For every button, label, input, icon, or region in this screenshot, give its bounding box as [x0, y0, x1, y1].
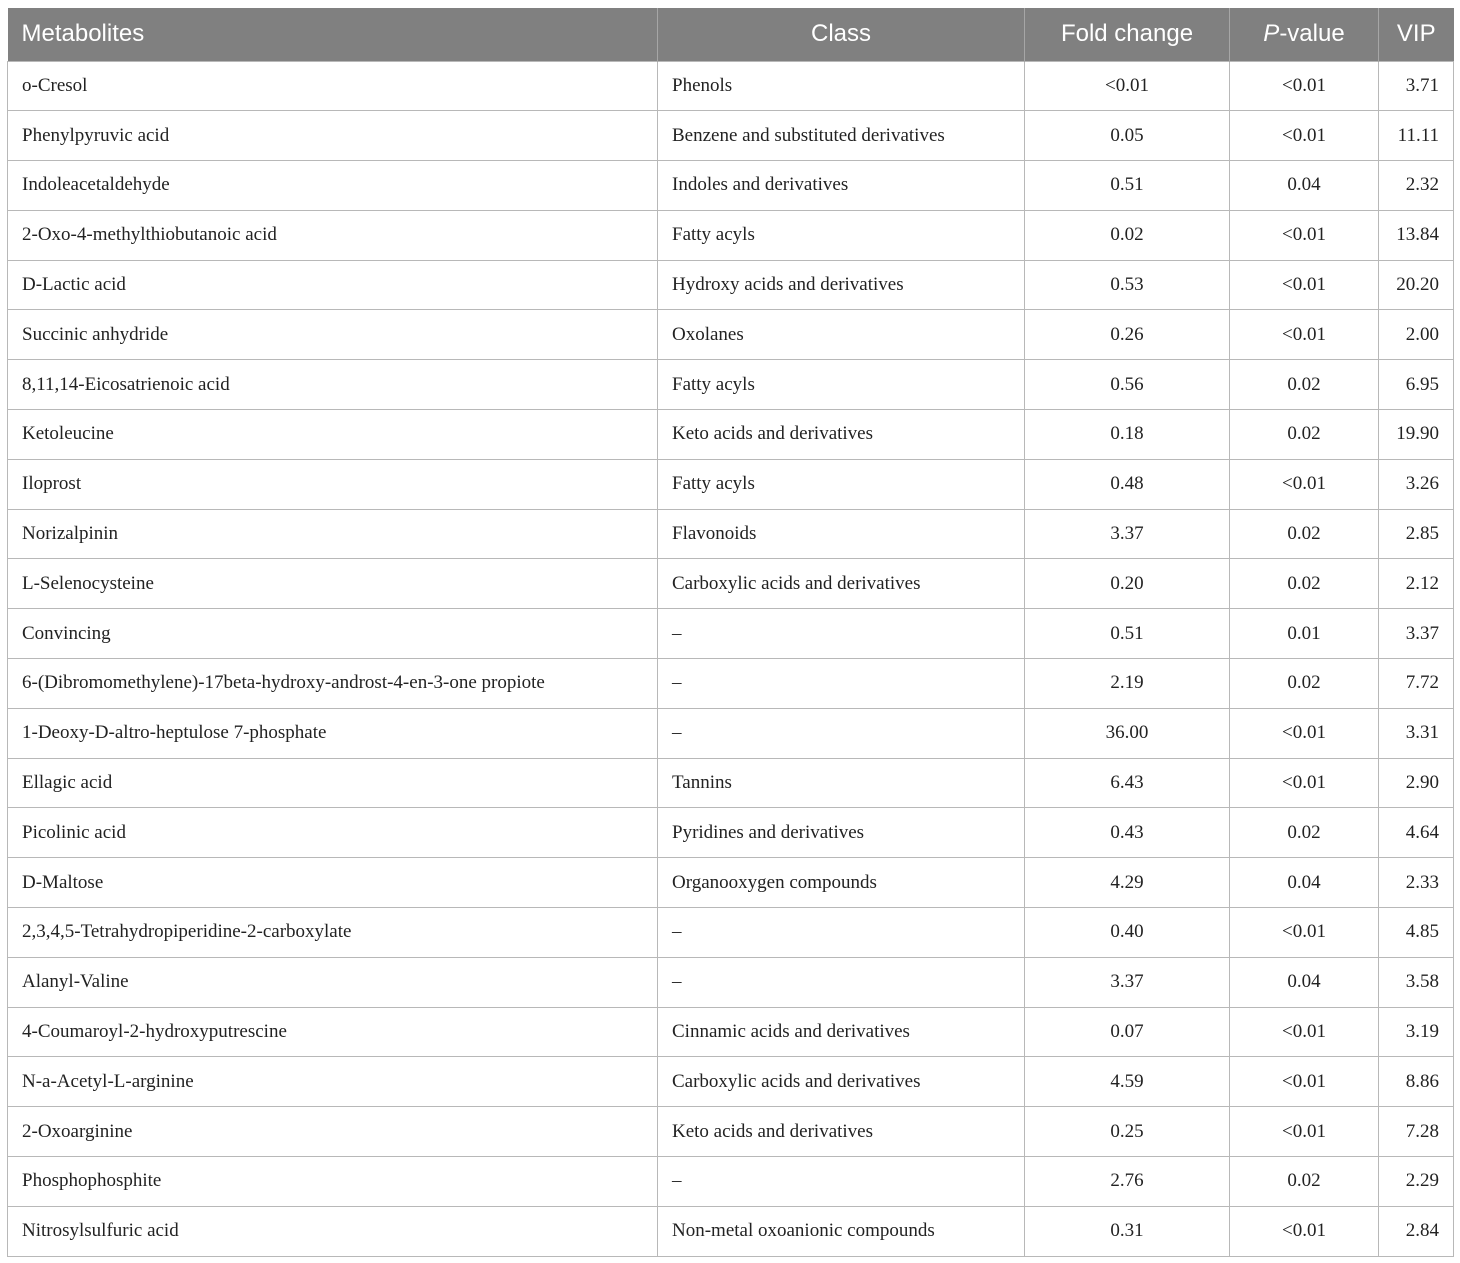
- cell-p-value: <0.01: [1230, 908, 1379, 958]
- cell-class: –: [658, 708, 1025, 758]
- cell-class: Indoles and derivatives: [658, 161, 1025, 211]
- cell-fold-change: 0.43: [1025, 808, 1230, 858]
- cell-metabolite: 4-Coumaroyl-2-hydroxyputrescine: [8, 1007, 658, 1057]
- cell-class: Non-metal oxoanionic compounds: [658, 1206, 1025, 1256]
- cell-fold-change: 3.37: [1025, 509, 1230, 559]
- cell-metabolite: Phosphophosphite: [8, 1157, 658, 1207]
- cell-vip: 13.84: [1379, 210, 1454, 260]
- header-metabolites: Metabolites: [8, 8, 658, 61]
- header-p-rest: -value: [1279, 20, 1345, 48]
- header-fold-change: Fold change: [1025, 8, 1230, 61]
- cell-p-value: <0.01: [1230, 1007, 1379, 1057]
- table-row: [8, 908, 1454, 958]
- cell-class: Benzene and substituted derivatives: [658, 111, 1025, 161]
- table-row: [8, 161, 1454, 211]
- cell-vip: 2.33: [1379, 858, 1454, 908]
- cell-p-value: <0.01: [1230, 708, 1379, 758]
- cell-class: Fatty acyls: [658, 210, 1025, 260]
- cell-p-value: <0.01: [1230, 1057, 1379, 1107]
- cell-p-value: 0.02: [1230, 808, 1379, 858]
- cell-fold-change: 0.20: [1025, 559, 1230, 609]
- cell-p-value: 0.04: [1230, 858, 1379, 908]
- cell-vip: 8.86: [1379, 1057, 1454, 1107]
- cell-class: –: [658, 957, 1025, 1007]
- cell-fold-change: 2.19: [1025, 659, 1230, 709]
- cell-p-value: <0.01: [1230, 310, 1379, 360]
- cell-class: –: [658, 908, 1025, 958]
- cell-p-value: <0.01: [1230, 1107, 1379, 1157]
- cell-vip: 2.85: [1379, 509, 1454, 559]
- table-row: [8, 210, 1454, 260]
- table-row: [8, 858, 1454, 908]
- cell-vip: 7.28: [1379, 1107, 1454, 1157]
- header-class: Class: [658, 8, 1025, 61]
- cell-p-value: <0.01: [1230, 758, 1379, 808]
- cell-metabolite: Norizalpinin: [8, 509, 658, 559]
- cell-class: Organooxygen compounds: [658, 858, 1025, 908]
- cell-vip: 11.11: [1379, 111, 1454, 161]
- metabolites-table: [7, 8, 1454, 1257]
- cell-metabolite: D-Lactic acid: [8, 260, 658, 310]
- cell-vip: 2.12: [1379, 559, 1454, 609]
- cell-fold-change: 6.43: [1025, 758, 1230, 808]
- table-row: [8, 559, 1454, 609]
- table-row: [8, 1206, 1454, 1256]
- cell-metabolite: Convincing: [8, 609, 658, 659]
- cell-vip: 3.71: [1379, 61, 1454, 111]
- cell-metabolite: o-Cresol: [8, 61, 658, 111]
- cell-metabolite: 8,11,14-Eicosatrienoic acid: [8, 360, 658, 410]
- cell-metabolite: 2,3,4,5-Tetrahydropiperidine-2-carboxylate: [8, 908, 658, 958]
- cell-p-value: <0.01: [1230, 61, 1379, 111]
- cell-fold-change: 0.05: [1025, 111, 1230, 161]
- cell-p-value: 0.02: [1230, 410, 1379, 460]
- cell-p-value: 0.04: [1230, 957, 1379, 1007]
- table-header-row: [8, 8, 1454, 61]
- cell-fold-change: 0.07: [1025, 1007, 1230, 1057]
- table-body: [8, 61, 1454, 1256]
- cell-class: Hydroxy acids and derivatives: [658, 260, 1025, 310]
- cell-class: Carboxylic acids and derivatives: [658, 559, 1025, 609]
- cell-metabolite: Nitrosylsulfuric acid: [8, 1206, 658, 1256]
- cell-vip: 2.32: [1379, 161, 1454, 211]
- cell-metabolite: Succinic anhydride: [8, 310, 658, 360]
- cell-fold-change: 0.53: [1025, 260, 1230, 310]
- cell-fold-change: 3.37: [1025, 957, 1230, 1007]
- cell-class: Flavonoids: [658, 509, 1025, 559]
- cell-vip: 4.85: [1379, 908, 1454, 958]
- header-p-value: [1230, 8, 1379, 61]
- cell-metabolite: 6-(Dibromomethylene)-17beta-hydroxy-androst-4-en-3-one propiote: [8, 659, 658, 709]
- cell-metabolite: Alanyl-Valine: [8, 957, 658, 1007]
- table-row: [8, 957, 1454, 1007]
- cell-fold-change: 0.48: [1025, 459, 1230, 509]
- cell-fold-change: 0.02: [1025, 210, 1230, 260]
- cell-fold-change: 0.56: [1025, 360, 1230, 410]
- cell-p-value: 0.04: [1230, 161, 1379, 211]
- table-row: [8, 1157, 1454, 1207]
- cell-class: Fatty acyls: [658, 459, 1025, 509]
- cell-vip: 3.31: [1379, 708, 1454, 758]
- cell-class: Tannins: [658, 758, 1025, 808]
- table-row: [8, 260, 1454, 310]
- cell-class: Cinnamic acids and derivatives: [658, 1007, 1025, 1057]
- cell-vip: 20.20: [1379, 260, 1454, 310]
- cell-class: Pyridines and derivatives: [658, 808, 1025, 858]
- cell-class: Fatty acyls: [658, 360, 1025, 410]
- cell-fold-change: 36.00: [1025, 708, 1230, 758]
- cell-metabolite: N-a-Acetyl-L-arginine: [8, 1057, 658, 1107]
- cell-metabolite: 2-Oxoarginine: [8, 1107, 658, 1157]
- cell-fold-change: 0.40: [1025, 908, 1230, 958]
- cell-metabolite: 1-Deoxy-D-altro-heptulose 7-phosphate: [8, 708, 658, 758]
- cell-vip: 6.95: [1379, 360, 1454, 410]
- cell-metabolite: Ellagic acid: [8, 758, 658, 808]
- cell-fold-change: 0.26: [1025, 310, 1230, 360]
- table-row: [8, 310, 1454, 360]
- table-row: [8, 1107, 1454, 1157]
- cell-vip: 3.26: [1379, 459, 1454, 509]
- cell-class: Keto acids and derivatives: [658, 1107, 1025, 1157]
- table-row: [8, 1057, 1454, 1107]
- cell-metabolite: 2-Oxo-4-methylthiobutanoic acid: [8, 210, 658, 260]
- cell-vip: 2.90: [1379, 758, 1454, 808]
- cell-vip: 2.84: [1379, 1206, 1454, 1256]
- cell-metabolite: Indoleacetaldehyde: [8, 161, 658, 211]
- cell-vip: 2.29: [1379, 1157, 1454, 1207]
- cell-class: Oxolanes: [658, 310, 1025, 360]
- cell-p-value: 0.02: [1230, 559, 1379, 609]
- cell-p-value: 0.02: [1230, 509, 1379, 559]
- cell-class: –: [658, 1157, 1025, 1207]
- cell-fold-change: 0.18: [1025, 410, 1230, 460]
- cell-metabolite: L-Selenocysteine: [8, 559, 658, 609]
- table-row: [8, 659, 1454, 709]
- table-row: [8, 459, 1454, 509]
- cell-metabolite: Phenylpyruvic acid: [8, 111, 658, 161]
- cell-fold-change: 0.25: [1025, 1107, 1230, 1157]
- cell-fold-change: 2.76: [1025, 1157, 1230, 1207]
- cell-p-value: <0.01: [1230, 1206, 1379, 1256]
- cell-fold-change: 0.31: [1025, 1206, 1230, 1256]
- cell-vip: 2.00: [1379, 310, 1454, 360]
- cell-vip: 3.37: [1379, 609, 1454, 659]
- cell-metabolite: D-Maltose: [8, 858, 658, 908]
- cell-fold-change: 4.29: [1025, 858, 1230, 908]
- table-row: [8, 609, 1454, 659]
- cell-p-value: <0.01: [1230, 111, 1379, 161]
- table-row: [8, 360, 1454, 410]
- table-row: [8, 509, 1454, 559]
- table-row: [8, 708, 1454, 758]
- cell-class: Phenols: [658, 61, 1025, 111]
- cell-p-value: <0.01: [1230, 260, 1379, 310]
- header-vip: VIP: [1396, 20, 1436, 48]
- cell-class: Keto acids and derivatives: [658, 410, 1025, 460]
- cell-p-value: 0.02: [1230, 1157, 1379, 1207]
- cell-metabolite: Ketoleucine: [8, 410, 658, 460]
- table-row: [8, 61, 1454, 111]
- table-row: [8, 758, 1454, 808]
- cell-metabolite: Picolinic acid: [8, 808, 658, 858]
- cell-p-value: <0.01: [1230, 459, 1379, 509]
- table-row: [8, 808, 1454, 858]
- header-p-italic: P: [1263, 20, 1280, 48]
- cell-vip: 3.58: [1379, 957, 1454, 1007]
- cell-p-value: <0.01: [1230, 210, 1379, 260]
- cell-vip: 3.19: [1379, 1007, 1454, 1057]
- table-row: [8, 410, 1454, 460]
- cell-fold-change: 0.51: [1025, 161, 1230, 211]
- cell-metabolite: Iloprost: [8, 459, 658, 509]
- cell-fold-change: <0.01: [1025, 61, 1230, 111]
- table-row: [8, 1007, 1454, 1057]
- cell-p-value: 0.02: [1230, 360, 1379, 410]
- table-row: [8, 111, 1454, 161]
- cell-vip: 4.64: [1379, 808, 1454, 858]
- cell-p-value: 0.01: [1230, 609, 1379, 659]
- cell-class: –: [658, 659, 1025, 709]
- cell-vip: 19.90: [1379, 410, 1454, 460]
- cell-p-value: 0.02: [1230, 659, 1379, 709]
- cell-vip: 7.72: [1379, 659, 1454, 709]
- cell-fold-change: 4.59: [1025, 1057, 1230, 1107]
- cell-class: Carboxylic acids and derivatives: [658, 1057, 1025, 1107]
- cell-class: –: [658, 609, 1025, 659]
- cell-fold-change: 0.51: [1025, 609, 1230, 659]
